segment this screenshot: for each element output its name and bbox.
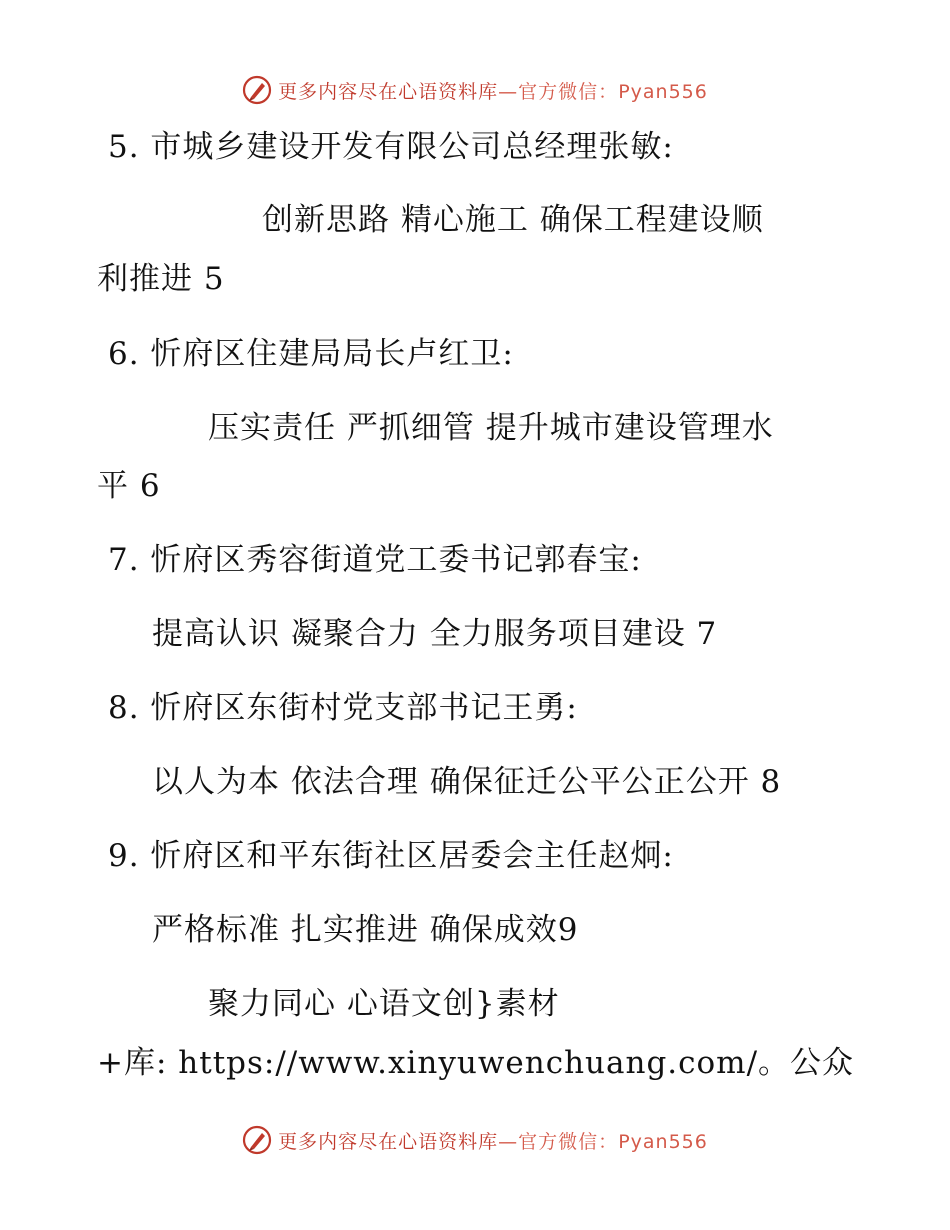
footer-banner	[0, 1120, 950, 1160]
toc-title-9: 严格标准 扎实推进 确保成效9	[152, 912, 579, 948]
pen-logo-icon	[242, 1125, 272, 1155]
toc-title-5-line1: 创新思路 精心施工 确保工程建设顺	[262, 202, 764, 238]
banner-text: 更多内容尽在心语资料库—官方微信：Pyan556	[278, 1130, 708, 1153]
toc-title-6-line1: 压实责任 严抓细管 提升城市建设管理水	[208, 410, 774, 446]
toc-heading-5: 5. 市城乡建设开发有限公司总经理张敏:	[108, 129, 674, 165]
footer-note-line2: +库: https://www.xinyuwenchuang.com/。公众	[97, 1045, 855, 1081]
toc-heading-9: 9. 忻府区和平东街社区居委会主任赵炯:	[108, 838, 674, 874]
toc-title-7: 提高认识 凝聚合力 全力服务项目建设 7	[152, 616, 718, 652]
toc-title-8: 以人为本 依法合理 确保征迁公平公正公开 8	[152, 764, 782, 800]
toc-title-5-line2: 利推进 5	[97, 261, 225, 297]
toc-heading-7: 7. 忻府区秀容街道党工委书记郭春宝:	[108, 542, 642, 578]
banner-text: 更多内容尽在心语资料库—官方微信：Pyan556	[278, 80, 708, 103]
toc-title-6-line2: 平 6	[97, 468, 161, 504]
toc-heading-8: 8. 忻府区东街村党支部书记王勇:	[108, 690, 578, 726]
pen-logo-icon	[242, 75, 272, 105]
footer-note-line1: 聚力同心 心语文创}素材	[208, 986, 560, 1022]
toc-heading-6: 6. 忻府区住建局局长卢红卫:	[108, 336, 514, 372]
header-banner	[0, 70, 950, 110]
